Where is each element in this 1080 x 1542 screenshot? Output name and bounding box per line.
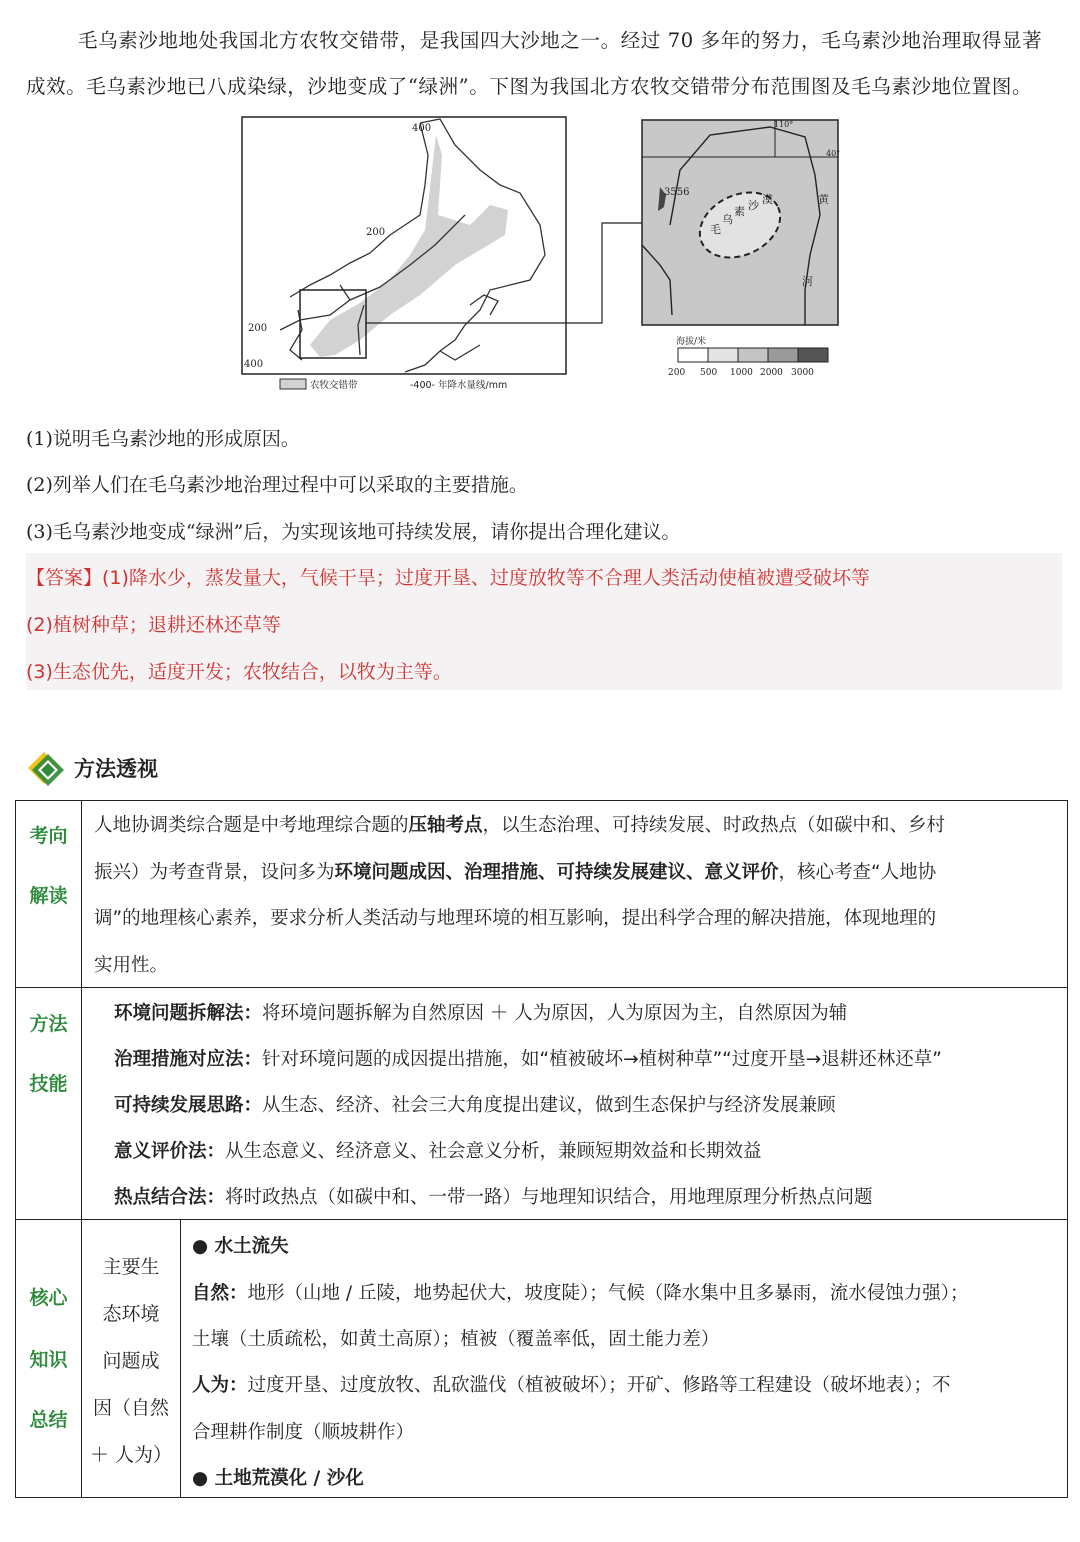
- diamond-icon: [26, 750, 70, 786]
- intro-line-2: 成效。毛乌素沙地已八成染绿，沙地变成了“绿洲”。下图为我国北方农牧交错带分布范围图及毛乌素沙地位置图。: [26, 75, 1033, 98]
- human-line-1: 人为：过度开垦、过度放牧、乱砍滥伐（植被破坏）；开矿、修路等工程建设（破坏地表）；不: [192, 1375, 951, 1396]
- left-map-frame: [242, 117, 566, 374]
- elevation-value-5: 3000: [791, 368, 814, 378]
- desert-char-1: 毛: [710, 223, 721, 236]
- sub-label-1: 主要生: [102, 1256, 160, 1278]
- isoline-label-1: 400: [412, 123, 432, 134]
- row1-line-1: 人地协调类综合题是中考地理综合题的压轴考点，以生态治理、可持续发展、时政热点（如碳中和、乡村: [94, 815, 946, 836]
- question-3: (3)毛乌素沙地变成“绿洲”后，为实现该地可持续发展，请你提出合理化建议。: [26, 521, 681, 543]
- desert-char-5: 漠: [762, 193, 773, 206]
- row2-label-2: 技能: [29, 1073, 68, 1095]
- elevation-legend: [668, 335, 828, 378]
- lat-label: 40°: [826, 149, 840, 158]
- lon-label: 110°: [774, 120, 794, 129]
- maps-figure: [240, 115, 840, 400]
- intro-line-1: 毛乌素沙地地处我国北方农牧交错带，是我国四大沙地之一。经过 70 多年的努力，毛乌素沙地治理取得显著: [78, 29, 1043, 52]
- sub-label-4: 因（自然: [92, 1397, 169, 1419]
- method-item-1: 环境问题拆解法：将环境问题拆解为自然原因 ＋ 人为原因，人为原因为主，自然原因为辅: [114, 1003, 848, 1024]
- intro-paragraph: [26, 18, 1066, 110]
- answer-line-1: 【答案】(1)降水少，蒸发量大，气候干旱；过度开垦、过度放牧等不合理人类活动使植被遭受破坏等: [26, 567, 870, 589]
- row-label-kaoxiang: [16, 819, 81, 908]
- method-item-4: 意义评价法：从生态意义、经济意义、社会意义分析，兼顾短期效益和长期效益: [114, 1141, 762, 1162]
- isoline-label-3: 200: [248, 323, 268, 334]
- peak-label: 3556: [664, 187, 690, 198]
- row-divider-2: [16, 1219, 1067, 1220]
- sub-col-divider: [180, 1219, 181, 1498]
- row3-label-1: 核心: [29, 1287, 68, 1309]
- bullet-desertification: ● 土地荒漠化 / 沙化: [192, 1468, 364, 1489]
- river-char-2: 河: [802, 275, 813, 288]
- section-header: [26, 748, 158, 788]
- nature-line-1: 自然：地形（山地 / 丘陵，地势起伏大，坡度陡）；气候（降水集中且多暴雨，流水侵蚀力强）；: [192, 1283, 969, 1304]
- question-2: (2)列举人们在毛乌素沙地治理过程中可以采取的主要措施。: [26, 474, 528, 496]
- left-map-legend: [280, 379, 507, 391]
- legend-band-label: 农牧交错带: [310, 380, 358, 391]
- method-item-5: 热点结合法：将时政热点（如碳中和、一带一路）与地理知识结合，用地理原理分析热点问题: [114, 1187, 873, 1208]
- bullet-soil-erosion: ● 水土流失: [192, 1236, 289, 1257]
- elevation-value-1: 200: [668, 368, 686, 378]
- row2-label-1: 方法: [29, 1013, 68, 1035]
- isoline-label-4: 400: [244, 359, 264, 370]
- human-line-2: 合理耕作制度（顺坡耕作）: [192, 1422, 415, 1443]
- row3-label-2: 知识: [29, 1349, 68, 1371]
- answer-line-3: (3)生态优先，适度开发；农牧结合，以牧为主等。: [26, 661, 452, 683]
- answer-line-2: (2)植树种草；退耕还林还草等: [26, 614, 281, 636]
- legend-band-swatch: [280, 379, 306, 389]
- sub-label-3: 问题成: [102, 1350, 160, 1372]
- legend-line-label: -400- 年降水量线/mm: [410, 380, 508, 391]
- row1-line-3: 调”的地理核心素养，要求分析人类活动与地理环境的相互影响，提出科学合理的解决措施，体现地理的: [94, 908, 937, 929]
- row1-line-4: 实用性。: [94, 955, 169, 976]
- method-table: [15, 800, 1068, 1498]
- desert-char-2: 乌: [722, 213, 733, 226]
- row3-label-3: 总结: [29, 1409, 68, 1431]
- sub-label-5: ＋ 人为）: [89, 1444, 173, 1466]
- nature-line-2: 土壤（土质疏松，如黄土高原）；植被（覆盖率低，固土能力差）: [192, 1329, 720, 1350]
- river-char-1: 黄: [818, 193, 829, 206]
- answer-box: [26, 553, 1062, 690]
- row1-label-1: 考向: [29, 825, 68, 847]
- elevation-legend-title: 海拔/米: [676, 337, 707, 347]
- sub-label-2: 态环境: [102, 1303, 160, 1325]
- row1-line-2: 振兴）为考查背景，设问多为环境问题成因、治理措施、可持续发展建议、意义评价，核心考查“人地协: [94, 862, 937, 883]
- row1-label-2: 解读: [29, 885, 68, 907]
- section-title: 方法透视: [74, 757, 158, 781]
- desert-char-4: 沙: [748, 199, 759, 212]
- isoline-label-2: 200: [366, 227, 386, 238]
- question-1: (1)说明毛乌素沙地的形成原因。: [26, 428, 300, 450]
- row-label-hexin: [16, 1281, 81, 1432]
- method-item-3: 可持续发展思路：从生态、经济、社会三大角度提出建议，做到生态保护与经济发展兼顾: [114, 1095, 836, 1116]
- desert-char-3: 素: [734, 205, 745, 218]
- sub-label: [82, 1244, 180, 1479]
- method-item-2: 治理措施对应法：针对环境问题的成因提出措施，如“植被破坏→植树种草”“过度开垦→退耕还林还草”: [114, 1049, 942, 1070]
- elevation-value-4: 2000: [760, 368, 783, 378]
- elevation-value-2: 500: [700, 368, 718, 378]
- elevation-value-3: 1000: [730, 368, 753, 378]
- row-divider-1: [16, 987, 1067, 988]
- row-label-fangfa: [16, 1007, 81, 1096]
